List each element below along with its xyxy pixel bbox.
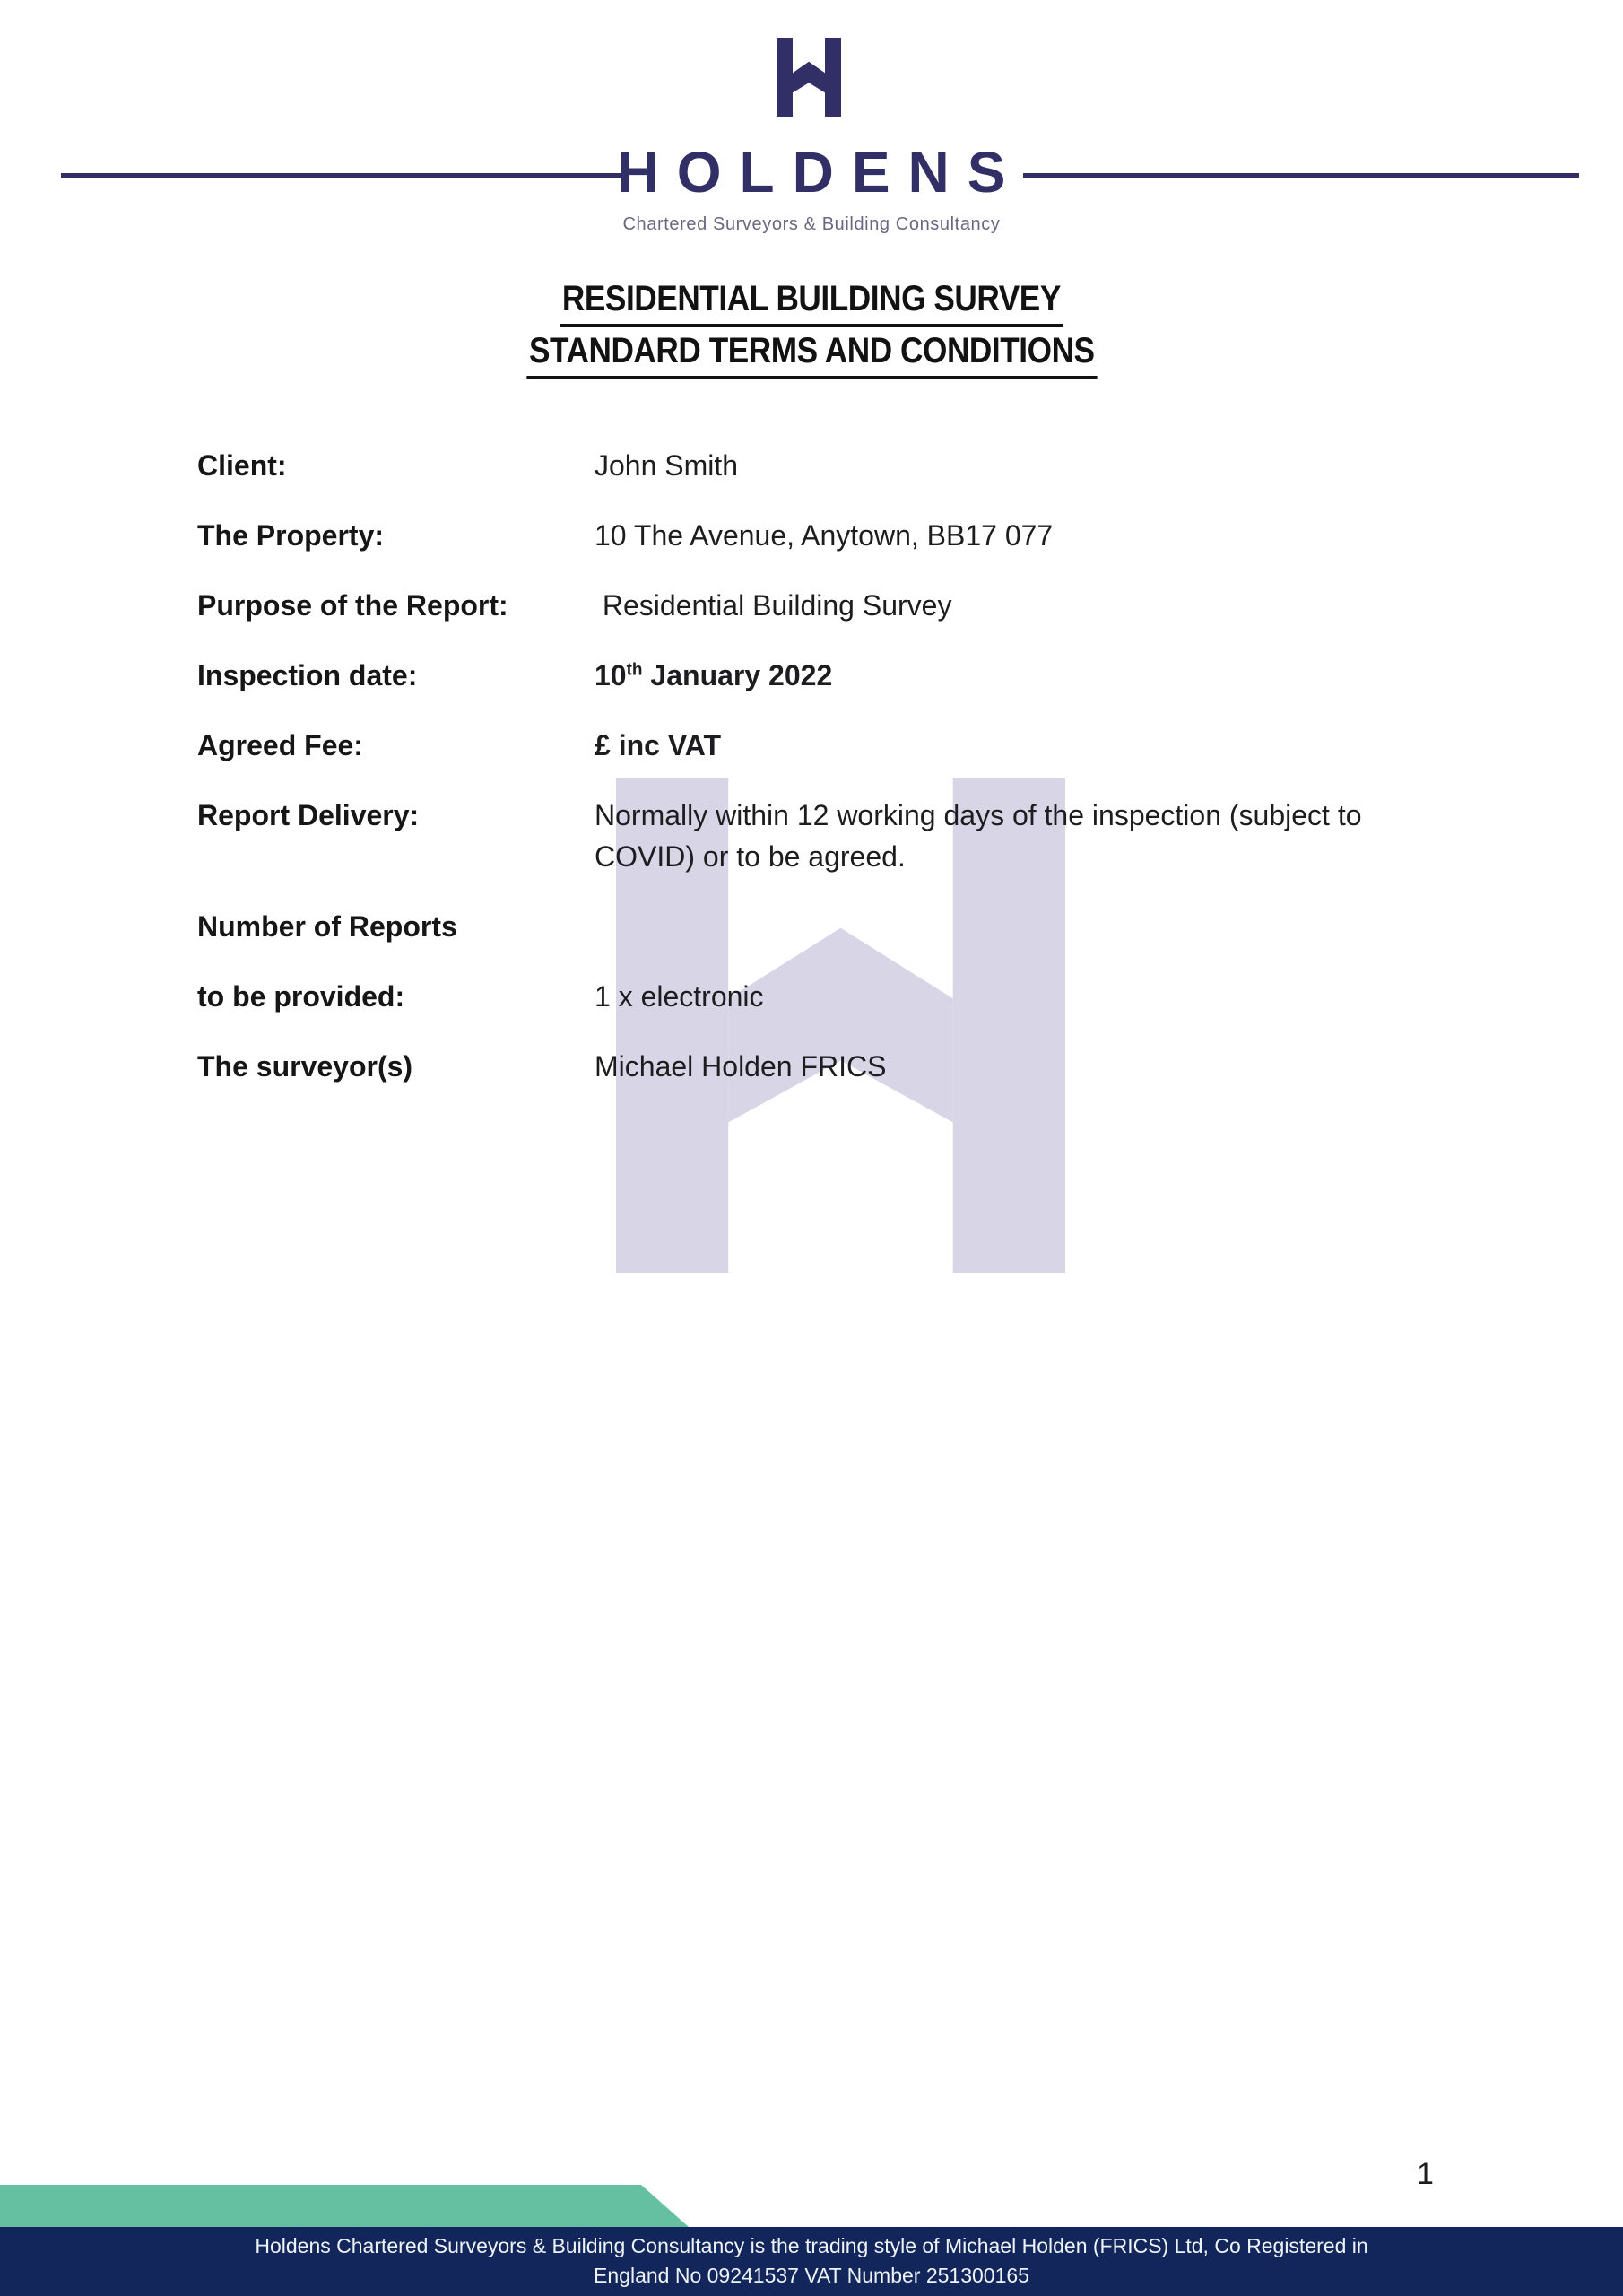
document-title (0, 274, 1623, 378)
field-row (197, 906, 1421, 947)
field-row (197, 1046, 1421, 1087)
field-label: to be provided: (197, 980, 405, 1013)
fields (197, 445, 1421, 1116)
field-value: John Smith (595, 449, 739, 482)
footer-bar (0, 2227, 1623, 2296)
logo-tagline: Chartered Surveyors & Building Consultancy (622, 214, 1001, 234)
field-row (197, 655, 1421, 696)
field-row (197, 585, 1421, 626)
field-row (197, 976, 1421, 1017)
field-label: Purpose of the Report: (197, 589, 508, 622)
field-value: £ inc VAT (595, 729, 722, 761)
logo-wordmark: HOLDENS (617, 140, 1024, 204)
footer-line-1: Holdens Chartered Surveyors & Building Consultancy is the trading style of Michael Holden (FRICS) Ltd, Co Registered in (255, 2234, 1368, 2257)
title-line-2: STANDARD TERMS AND CONDITIONS (0, 326, 1623, 378)
field-value: Michael Holden FRICS (595, 1050, 887, 1083)
field-value (595, 906, 1402, 947)
field-value: Residential Building Survey (595, 589, 952, 622)
field-value: 10 The Avenue, Anytown, BB17 077 (595, 519, 1054, 552)
title-line-1: RESIDENTIAL BUILDING SURVEY (0, 274, 1623, 326)
field-value: 10th January 2022 (595, 659, 833, 691)
field-row (197, 515, 1421, 556)
footer-line-2: England No 09241537 VAT Number 251300165 (594, 2264, 1029, 2287)
holdens-logo-mark-icon (777, 38, 841, 117)
page-number: 1 (1417, 2157, 1434, 2191)
field-row (197, 795, 1421, 877)
field-label: Report Delivery: (197, 799, 420, 831)
footer-teal-accent (0, 2185, 689, 2227)
field-row (197, 445, 1421, 486)
field-value: Normally within 12 working days of the inspection (subject to COVID) or to be agreed. (595, 799, 1362, 873)
field-label: The surveyor(s) (197, 1050, 413, 1083)
field-label: The Property: (197, 519, 385, 552)
field-value: 1 x electronic (595, 980, 764, 1013)
field-label: Number of Reports (197, 910, 457, 943)
field-label: Inspection date: (197, 659, 418, 691)
field-row (197, 725, 1421, 766)
field-label: Client: (197, 449, 287, 482)
field-label: Agreed Fee: (197, 729, 363, 761)
